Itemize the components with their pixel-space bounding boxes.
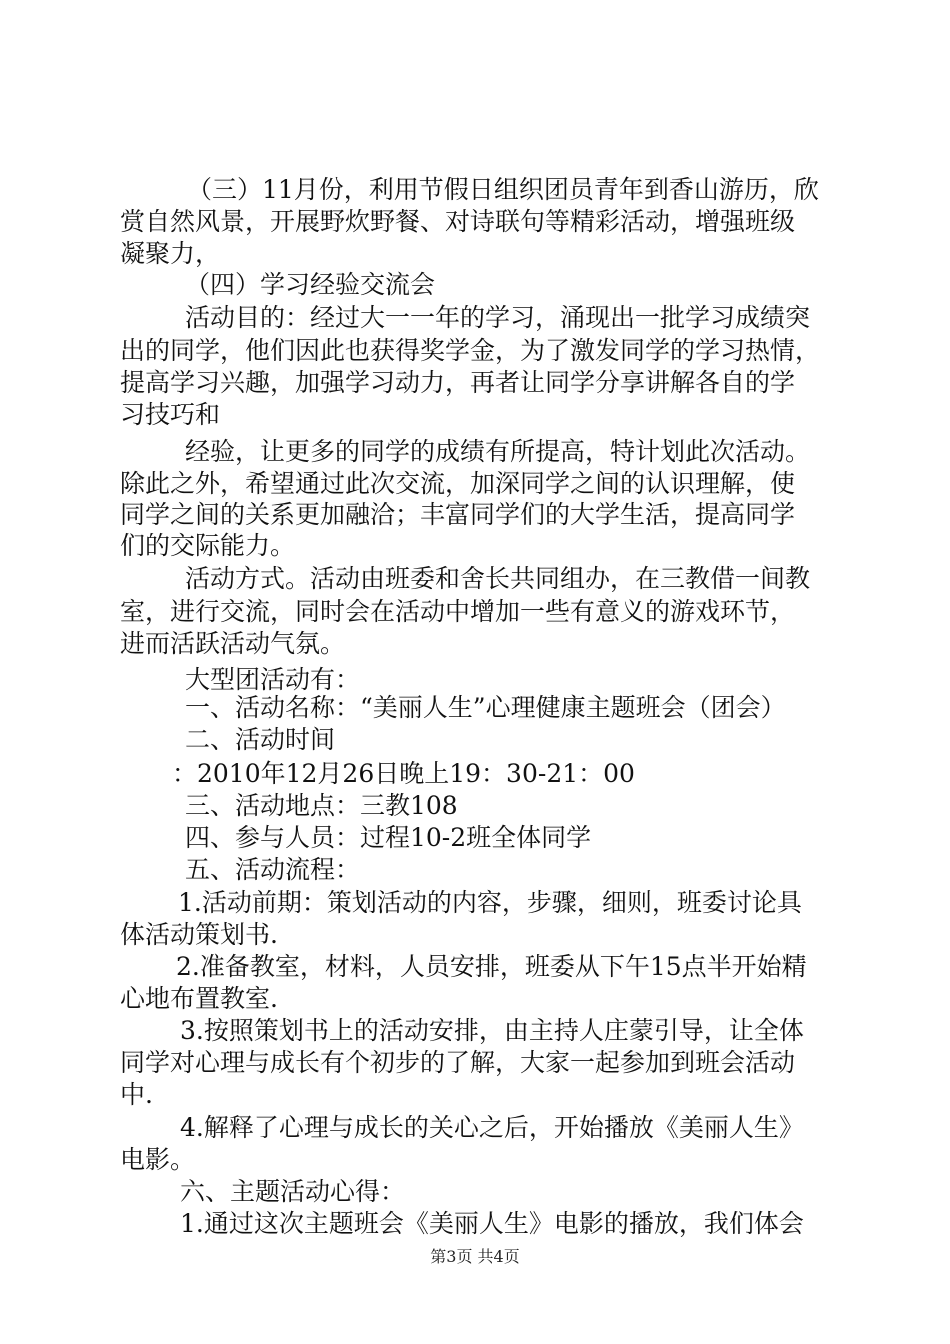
page-footer: 第3页 共4页 [430,1247,520,1266]
text-line: 1.通过这次主题班会《美丽人生》电影的播放，我们体会 [180,1209,804,1238]
text-line: 同学之间的关系更加融洽；丰富同学们的大学生活，提高同学 [120,500,796,529]
text-line: 三、活动地点：三教108 [185,791,458,820]
text-line: 四、参与人员：过程10-2班全体同学 [185,823,592,852]
text-line: 们的交际能力。 [120,531,296,560]
text-line: 六、主题活动心得： [180,1177,406,1206]
text-line: 大型团活动有： [185,665,361,694]
text-line: 除此之外，希望通过此次交流，加深同学之间的认识理解，使 [120,469,796,498]
text-line: 室，进行交流，同时会在活动中增加一些有意义的游戏环节， [120,597,796,626]
text-line: 提高学习兴趣，加强学习动力，再者让同学分享讲解各自的学 [120,368,796,397]
text-line: 同学对心理与成长有个初步的了解，大家一起参加到班会活动 [120,1048,796,1077]
text-line: （三）11月份，利用节假日组织团员青年到香山游历，欣 [187,175,819,204]
text-line: 心地布置教室. [120,984,278,1013]
text-line: 进而活跃活动气氛。 [120,629,346,658]
text-line: 活动目的：经过大一一年的学习，涌现出一批学习成绩突 [185,303,811,332]
text-line: 4.解释了心理与成长的关心之后，开始播放《美丽人生》 [180,1113,804,1142]
text-line: 二、活动时间 [185,725,336,754]
text-line: 活动方式。活动由班委和舍长共同组办，在三教借一间教 [185,564,811,593]
text-line: 赏自然风景，开展野炊野餐、对诗联句等精彩活动，增强班级 [120,207,796,236]
text-line: 一、活动名称：“美丽人生”心理健康主题班会（团会） [185,693,786,722]
text-line: 五、活动流程： [185,855,361,884]
text-line: 3.按照策划书上的活动安排，由主持人庄蒙引导，让全体 [180,1016,804,1045]
text-line: 体活动策划书. [120,920,278,949]
text-line: （四）学习经验交流会 [185,270,436,299]
text-line: 中. [120,1080,153,1109]
text-line: 2.准备教室，材料，人员安排，班委从下午15点半开始精 [176,952,807,981]
text-line: 经验，让更多的同学的成绩有所提高，特计划此次活动。 [185,437,811,466]
text-line: ：2010年12月26日晚上19：30-21：00 [172,759,635,788]
text-line: 1.活动前期：策划活动的内容，步骤，细则，班委讨论具 [178,888,802,917]
text-line: 习技巧和 [120,400,221,429]
text-line: 凝聚力， [120,239,221,268]
text-line: 出的同学，他们因此也获得奖学金，为了激发同学的学习热情， [120,336,821,365]
text-line: 电影。 [120,1145,196,1174]
